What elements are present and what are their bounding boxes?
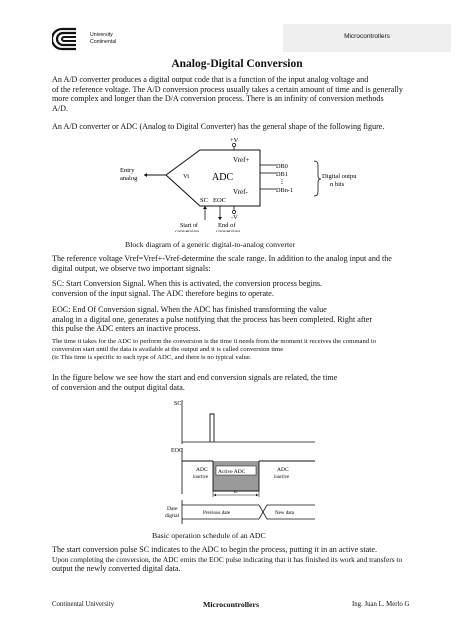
timing-diagram: [165, 394, 335, 530]
active-region: [213, 461, 259, 491]
sc-pulse: [210, 414, 214, 442]
paragraph-final: [52, 545, 416, 574]
start-label-2: conversion: [175, 229, 200, 232]
output-brace: [314, 161, 321, 196]
paragraph-eoc: [52, 305, 416, 334]
paragraph-intro: [52, 75, 416, 113]
text-line: digital output, we observe two important signals:: [52, 263, 211, 273]
university-logo: [52, 26, 82, 52]
output-label-1: Digital outpu: [322, 173, 357, 180]
text-line: A/D.: [52, 103, 68, 113]
data-axis-label-2: digital: [165, 513, 180, 519]
figure2-caption: Basic operation schedule of an ADC: [152, 531, 266, 540]
paragraph-shape: [52, 122, 416, 132]
start-label-1: Start of: [180, 223, 198, 229]
paragraph-reference: [52, 254, 416, 273]
new-data-label: New data: [275, 511, 295, 516]
eoc-arrow-icon: [218, 217, 222, 220]
text-line: conversion start until the data is available at the output and it is called conversion time: [52, 346, 284, 354]
header-band: [283, 24, 451, 52]
text-line: output the newly converted digital data.: [52, 564, 181, 574]
paragraph-sc: [52, 279, 416, 298]
footer-left: Continental University: [52, 601, 115, 608]
adc-label: ADC: [212, 172, 234, 183]
entry-label-1: Entry: [120, 167, 135, 174]
text-line: Upon completing the conversion, the ADC emits the EOC pulse indicating that it has finished its work and transfers to: [52, 554, 403, 564]
footer-right: Ing. Juan L. Merlo G: [352, 601, 410, 608]
data-bus-b: [182, 505, 315, 519]
text-line: An A/D converter or ADC (Analog to Digital Converter) has the general shape of the following figure.: [52, 122, 385, 131]
tc-arrow-right-icon: [256, 494, 259, 496]
text-line: The time it takes for the ADC to perform the conversion is the time it needs from the moment it receives the command to: [52, 338, 377, 345]
text-line: (tc This time is specific to each type of ADC, and there is no typical value.: [52, 354, 252, 362]
data-bus-a: [182, 505, 315, 519]
logo-text: [90, 32, 116, 46]
data-axis-label-1: Date: [167, 506, 178, 512]
tc-arrow-left-icon: [214, 494, 217, 496]
footer-center: Microcontrollers: [203, 600, 260, 609]
text-line: analog in a digital one, generates a pulse notifying that the process has been completed. Right after: [52, 314, 373, 324]
text-line: The reference voltage Vref=Vref+-Vref-determine the scale range. In addition to the analog input and the: [52, 254, 392, 263]
paragraph-relation: [52, 373, 416, 392]
eoc-label: EOC: [213, 197, 226, 204]
text-line: of conversion and the output digital data.: [52, 382, 185, 392]
vref-minus-label: Vref-: [233, 188, 248, 196]
active-adc-label: Active ADC: [218, 469, 246, 475]
logo-mark-icon: [52, 26, 82, 52]
logo-line2: Continental: [90, 39, 117, 45]
header-section: Microcontrollers: [344, 33, 390, 40]
eoc-axis-label: EOC: [171, 448, 183, 454]
tc-label: tc: [234, 490, 238, 495]
dbn-label: DBn-1: [276, 187, 294, 194]
adc-block-diagram: [100, 134, 370, 232]
vi-label: Vi: [183, 173, 190, 180]
page-title: Analog-Digital Conversion: [171, 58, 303, 70]
adc-inactive-right-2: inactive: [274, 475, 290, 480]
logo-line1: University: [90, 32, 113, 38]
figure1-caption: Block diagram of a generic digital-to-analog converter: [125, 240, 296, 249]
sc-axis-label: SC: [174, 401, 182, 407]
paragraph-conversion-time: [52, 338, 416, 363]
output-label-2: n bits: [330, 181, 345, 188]
text-line: An A/D converter produces a digital output code that is a function of the input analog voltage and: [52, 75, 369, 84]
db1-label: DB1: [276, 171, 288, 178]
db0-label: DB0: [276, 163, 288, 170]
previous-data-label: Previous date: [203, 511, 231, 516]
text-line: The start conversion pulse SC indicates to the ADC to begin the process, putting it in an active state.: [52, 545, 378, 554]
adc-inactive-left-1: ADC: [196, 467, 208, 473]
adc-inactive-right-1: ADC: [277, 467, 289, 473]
end-label-1: End of: [218, 222, 236, 229]
text-line: In the figure below we see how the start and end conversion signals are related, the time: [52, 373, 338, 382]
text-line: of the reference voltage. The A/D conversion process usually takes a certain amount of time and is generally: [52, 84, 403, 94]
minus-v-label: -V: [231, 214, 238, 221]
input-arrow-icon: [144, 173, 147, 177]
text-line: conversion of the input signal. The ADC therefore begins to operate.: [52, 288, 274, 298]
end-label-2: conversion: [216, 229, 241, 232]
text-line: SC: Start Conversion Signal. When this is activated, the conversion process begins.: [52, 279, 323, 288]
text-line: more complex and longer than the D/A conversion process. There is an infinity of conversion methods: [52, 94, 384, 104]
vref-plus-label: Vref+: [233, 156, 250, 164]
sc-label: SC: [200, 197, 208, 204]
text-line: this pulse the ADC enters an inactive process.: [52, 324, 201, 334]
plus-v-label: +V: [230, 137, 239, 144]
entry-label-2: analog: [120, 175, 138, 182]
text-line: EOC: End Of Conversion signal. When the ADC has finished transforming the value: [52, 305, 327, 314]
adc-inactive-left-2: inactive: [193, 475, 209, 480]
